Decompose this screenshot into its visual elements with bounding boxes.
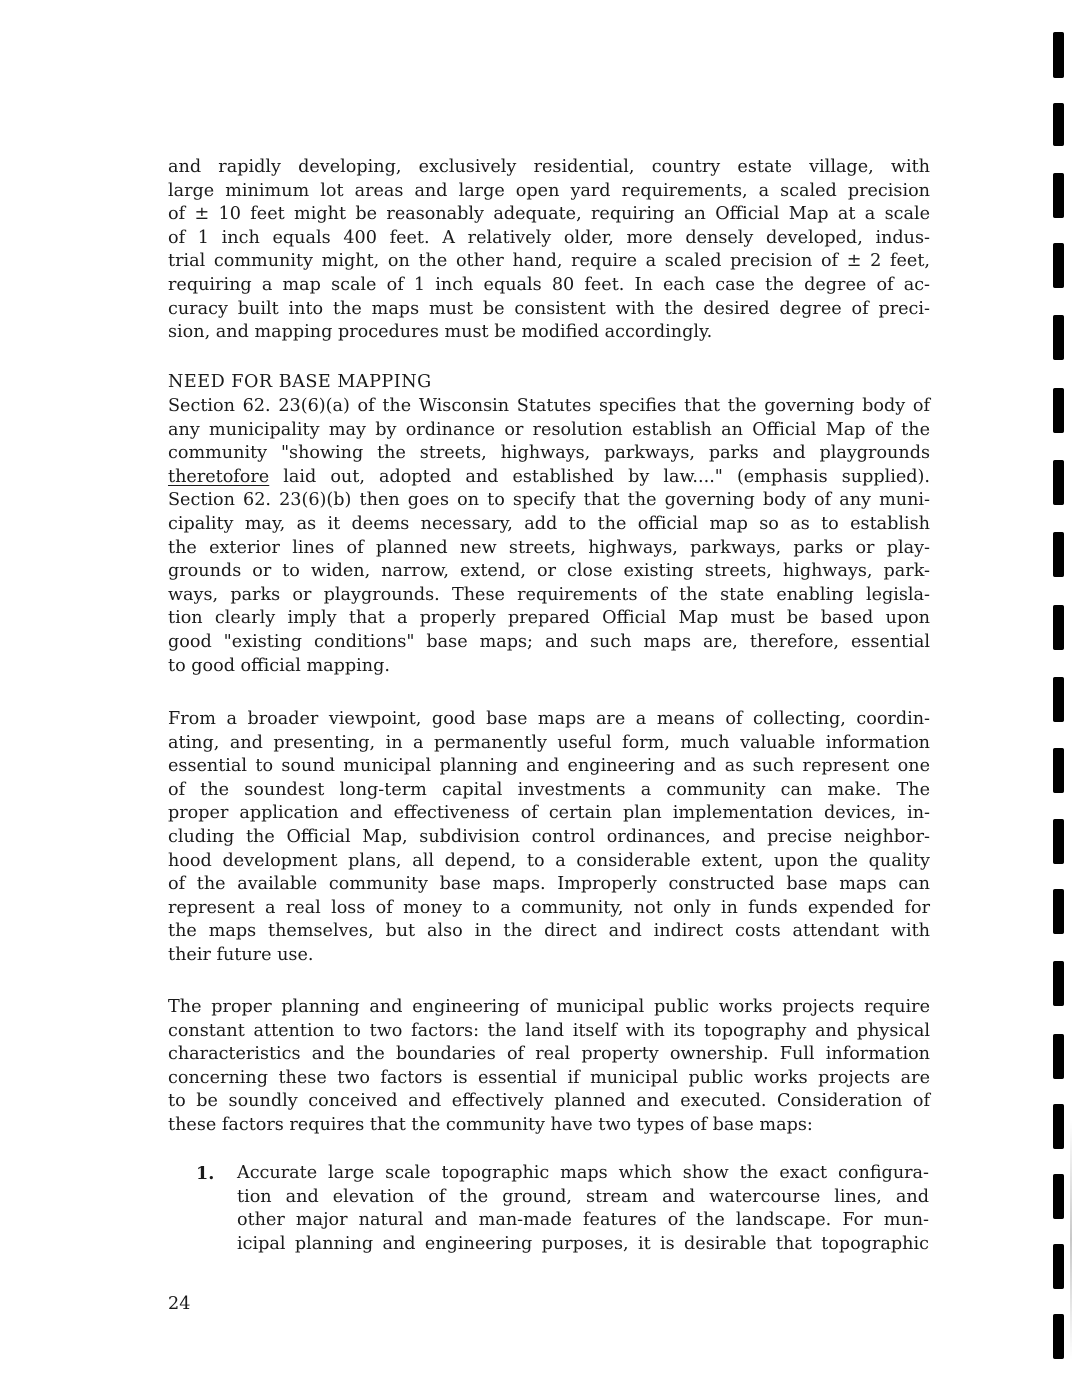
- binding-hole-mark: [1053, 961, 1064, 1006]
- text-line: and rapidly developing, exclusively residential, country estate village, with: [168, 157, 930, 177]
- binding-hole-mark: [1053, 889, 1064, 934]
- paragraph-public-works: [168, 996, 930, 1138]
- text-line: to be soundly conceived and effectively planned and executed. Consideration of: [168, 1091, 930, 1112]
- text-line: these factors requires that the community have two types of base maps:: [168, 1114, 813, 1135]
- page-edge-shadow: [1070, 1120, 1072, 1360]
- text-line: of the available community base maps. Improperly constructed base maps can: [168, 874, 930, 895]
- text-line: hood development plans, all depend, to a considerable extent, upon the quality: [168, 850, 930, 871]
- binding-hole-mark: [1053, 315, 1064, 360]
- binding-hole-mark: [1053, 677, 1064, 722]
- text-line: From a broader viewpoint, good base maps are a means of collecting, coordin-: [168, 709, 930, 729]
- paragraph-scale-precision: [168, 156, 930, 345]
- binding-hole-mark: [1053, 173, 1064, 218]
- text-line: to good official mapping.: [168, 655, 390, 676]
- text-line: Section 62. 23(6)(a) of the Wisconsin Statutes specifies that the governing body of: [168, 396, 930, 416]
- text-line: icipal planning and engineering purposes, it is desirable that topographic: [237, 1233, 929, 1254]
- text-line: requiring a map scale of 1 inch equals 80 feet. In each case the degree of ac-: [168, 274, 930, 295]
- text-line-emphasis: [168, 466, 930, 490]
- text-line: community "showing the streets, highways, parkways, parks and playgrounds: [168, 443, 930, 464]
- text-line: good "existing conditions" base maps; and such maps are, therefore, essential: [168, 631, 930, 652]
- text-line: of ± 10 feet might be reasonably adequate, requiring an Official Map at a scale: [168, 204, 930, 225]
- paragraph-broader-viewpoint: [168, 708, 930, 968]
- binding-hole-mark: [1053, 1244, 1064, 1289]
- text-line: sion, and mapping procedures must be modified accordingly.: [168, 322, 713, 343]
- text-line: proper application and effectiveness of certain plan implementation devices, in-: [168, 803, 930, 824]
- binding-hole-mark: [1053, 819, 1064, 864]
- paragraph-statutes: [168, 395, 930, 678]
- text-line: cluding the Official Map, subdivision control ordinances, and precise neighbor-: [168, 826, 930, 847]
- text-line: the exterior lines of planned new streets, highways, parkways, parks or play-: [168, 537, 930, 558]
- binding-hole-mark: [1053, 243, 1064, 288]
- text-line: essential to sound municipal planning and engineering and as such represent one: [168, 756, 930, 777]
- text-line: grounds or to widen, narrow, extend, or close existing streets, highways, park-: [168, 561, 930, 582]
- text-line: tion and elevation of the ground, stream and watercourse lines, and: [237, 1186, 929, 1207]
- binding-hole-mark: [1053, 1104, 1064, 1149]
- text-fragment: laid out, adopted and established by law...." (emphasis supplied).: [269, 466, 930, 487]
- text-line: of 1 inch equals 400 feet. A relatively older, more densely developed, indus-: [168, 227, 930, 248]
- text-line: characteristics and the boundaries of real property ownership. Full information: [168, 1044, 930, 1065]
- underlined-emphasis: theretofore: [168, 466, 270, 487]
- page-number: 24: [168, 1294, 191, 1314]
- binding-hole-mark: [1053, 532, 1064, 577]
- list-item-number: 1.: [196, 1163, 215, 1184]
- text-line: other major natural and man-made features of the landscape. For mun-: [237, 1210, 929, 1231]
- binding-hole-mark: [1053, 388, 1064, 433]
- text-line: The proper planning and engineering of municipal public works projects require: [168, 997, 930, 1017]
- text-line: the maps themselves, but also in the direct and indirect costs attendant with: [168, 921, 930, 942]
- text-line: constant attention to two factors: the land itself with its topography and physical: [168, 1020, 930, 1041]
- text-line: tion clearly imply that a properly prepared Official Map must be based upon: [168, 608, 930, 629]
- binding-hole-mark: [1053, 605, 1064, 650]
- text-line: Accurate large scale topographic maps which show the exact configura-: [237, 1163, 929, 1183]
- text-line: concerning these two factors is essential if municipal public works projects are: [168, 1067, 930, 1088]
- text-line: their future use.: [168, 944, 314, 965]
- list-item-body: [237, 1162, 929, 1256]
- binding-hole-mark: [1053, 32, 1064, 78]
- binding-hole-mark: [1053, 460, 1064, 505]
- text-line: cipality may, as it deems necessary, add to the official map so as to establish: [168, 513, 930, 534]
- section-heading: NEED FOR BASE MAPPING: [168, 372, 432, 392]
- text-line: ating, and presenting, in a permanently useful form, much valuable information: [168, 732, 930, 753]
- text-line: any municipality may by ordinance or resolution establish an Official Map of the: [168, 419, 930, 440]
- text-line: Section 62. 23(6)(b) then goes on to specify that the governing body of any muni-: [168, 490, 930, 511]
- binding-hole-mark: [1053, 103, 1064, 146]
- binding-hole-mark: [1053, 1034, 1064, 1079]
- text-line: of the soundest long-term capital investments a community can make. The: [168, 779, 930, 800]
- binding-hole-mark: [1053, 1314, 1064, 1359]
- text-line: trial community might, on the other hand, require a scaled precision of ± 2 feet,: [168, 251, 930, 272]
- binding-holes-strip: [1049, 0, 1077, 1380]
- text-line: represent a real loss of money to a community, not only in funds expended for: [168, 897, 930, 918]
- text-line: large minimum lot areas and large open yard requirements, a scaled precision: [168, 180, 930, 201]
- text-line: ways, parks or playgrounds. These requirements of the state enabling legisla-: [168, 584, 930, 605]
- binding-hole-mark: [1053, 748, 1064, 793]
- binding-hole-mark: [1053, 1174, 1064, 1219]
- text-line: curacy built into the maps must be consistent with the desired degree of preci-: [168, 298, 930, 319]
